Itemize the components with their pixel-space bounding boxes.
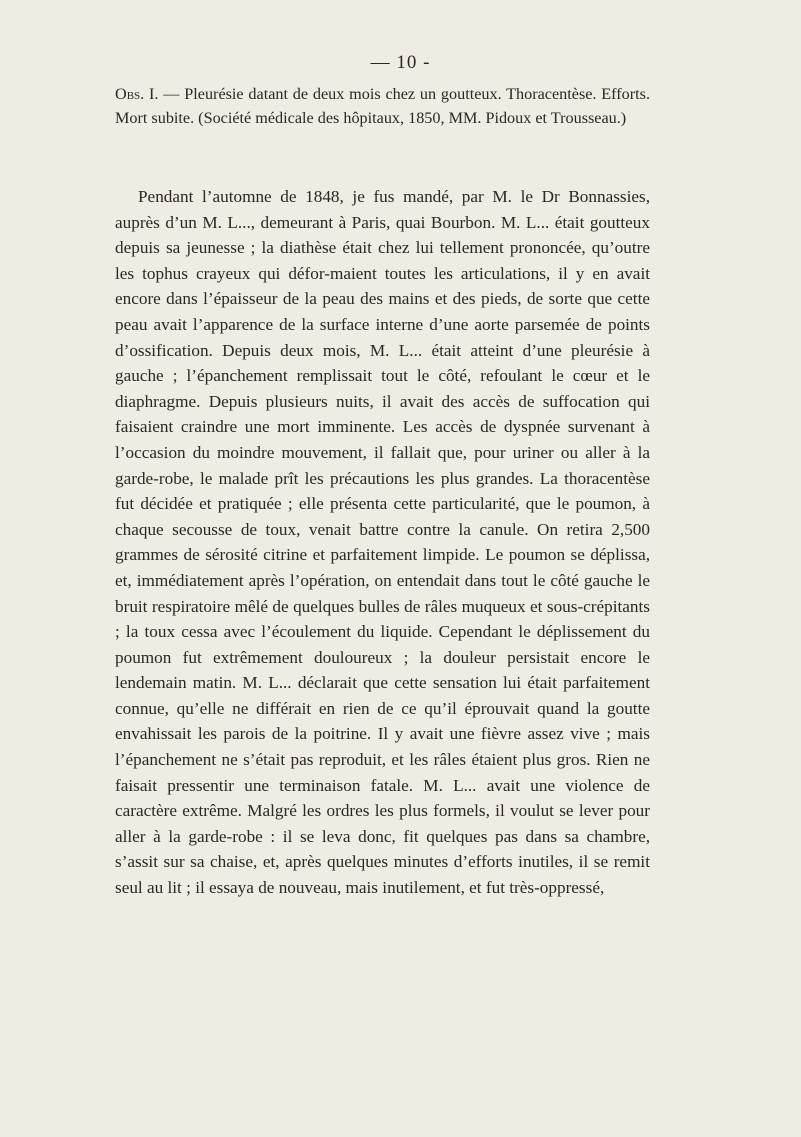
- observation-paragraph: [115, 82, 650, 130]
- observation-heading: [115, 82, 650, 130]
- body-text: [115, 184, 650, 901]
- observation-text: — Pleurésie datant de deux mois chez un goutteux. Thoracentèse. Efforts. Mort subite. (Société médicale des hôpitaux, 1850, MM. Pidoux et Trousseau.): [115, 85, 650, 127]
- body-paragraph: Pendant l’automne de 1848, je fus mandé, par M. le Dr Bonnassies, auprès d’un M. L..., demeurant à Paris, quai Bourbon. M. L... était goutteux depuis sa jeunesse ; la diathèse était chez lui tellement prononcée, qu’outre les tophus crayeux qui défor-maient toutes les articulations, il y en avait encore dans l’épaisseur de la peau des mains et des pieds, de sorte que cette peau avait l’apparence de la surface interne d’une aorte parsemée de points d’ossification. Depuis deux mois, M. L... était atteint d’une pleurésie à gauche ; l’épanchement remplissait tout le côté, refoulant le cœur et le diaphragme. Depuis plusieurs nuits, il avait des accès de suffocation qui faisaient craindre une mort imminente. Les accès de dyspnée survenant à l’occasion du moindre mouvement, il fallait que, pour uriner ou aller à la garde-robe, le malade prît les précautions les plus grandes. La thoracentèse fut décidée et pratiquée ; elle présenta cette particularité, que le poumon, à chaque secousse de toux, venait battre contre la canule. On retira 2,500 grammes de sérosité citrine et parfaitement limpide. Le poumon se déplissa, et, immédiatement après l’opération, on entendait dans tout le côté gauche le bruit respiratoire mêlé de quelques bulles de râles muqueux et sous-crépitants ; la toux cessa avec l’écoulement du liquide. Cependant le déplissement du poumon fut extrêmement douloureux ; la douleur persistait encore le lendemain matin. M. L... déclarait que cette sensation lui était parfaitement connue, qu’elle ne différait en rien de ce qu’il éprouvait quand la goutte envahissait les parois de la poitrine. Il y avait une fièvre assez vive ; mais l’épanchement ne s’était pas reproduit, et les râles étaient plus gros. Rien ne faisait pressentir une terminaison fatale. M. L... avait une violence de caractère extrême. Malgré les ordres les plus formels, il voulut se lever pour aller à la garde-robe : il se leva donc, fit quelques pas dans sa chambre, s’assit sur sa chaise, et, après quelques minutes d’efforts inutiles, il se remit seul au lit ; il essaya de nouveau, mais inutilement, et fut très-oppressé,: [115, 187, 650, 898]
- observation-label: Obs. I.: [115, 85, 159, 103]
- page-number: — 10 -: [370, 52, 431, 73]
